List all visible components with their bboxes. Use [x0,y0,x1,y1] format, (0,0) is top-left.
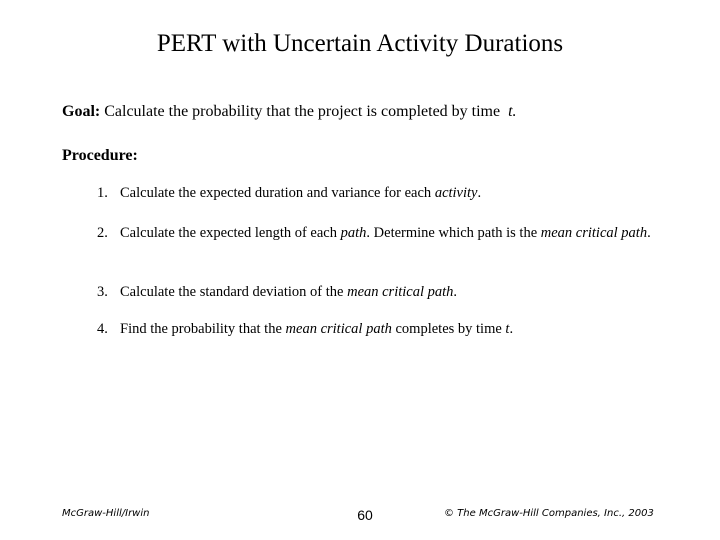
footer-publisher: McGraw-Hill/Irwin [62,508,150,519]
step-text-part: mean critical path [540,225,648,241]
step-text-part: mean critical path [285,321,392,337]
page-number: 60 [357,507,373,523]
step-text-part: mean critical path [347,284,454,300]
step-text-part: Find the probability that the [120,321,286,337]
step-number: 2. [97,225,108,241]
step-text-part: . Determine which path is the [366,225,541,241]
step-text-part: Calculate the expected length of each [120,225,341,241]
step-text [120,319,657,339]
step-text-part: Calculate the expected duration and variance for each [120,185,435,201]
step-text-part: activity [434,185,478,201]
step-text-part: . [509,321,514,337]
step-number: 4. [97,321,108,337]
step-text-part: t [505,321,510,337]
step-text-part: completes by time [391,321,506,337]
step-text-part: . [647,225,651,241]
goal-statement [62,101,517,123]
goal-text: Calculate the probability that the project is completed by time [104,103,501,120]
step-number: 1. [97,185,108,201]
step-number: 3. [97,284,108,300]
procedure-step-3 [97,282,657,302]
step-text-part: path [340,225,367,241]
step-text-part: . [477,185,482,201]
step-text [120,183,657,203]
procedure-heading: Procedure: [62,147,138,164]
procedure-step-4 [97,319,657,339]
step-text-part: . [453,284,458,300]
goal-label: Goal: [62,103,101,120]
procedure-step-1 [97,183,657,203]
step-text-part: Calculate the standard deviation of the [120,284,348,300]
procedure-step-2 [97,223,657,243]
step-text [120,223,657,243]
step-text [120,282,657,302]
goal-variable: t. [508,103,517,120]
slide-title: PERT with Uncertain Activity Durations [156,30,564,57]
footer-copyright: © The McGraw-Hill Companies, Inc., 2003 [444,508,654,519]
